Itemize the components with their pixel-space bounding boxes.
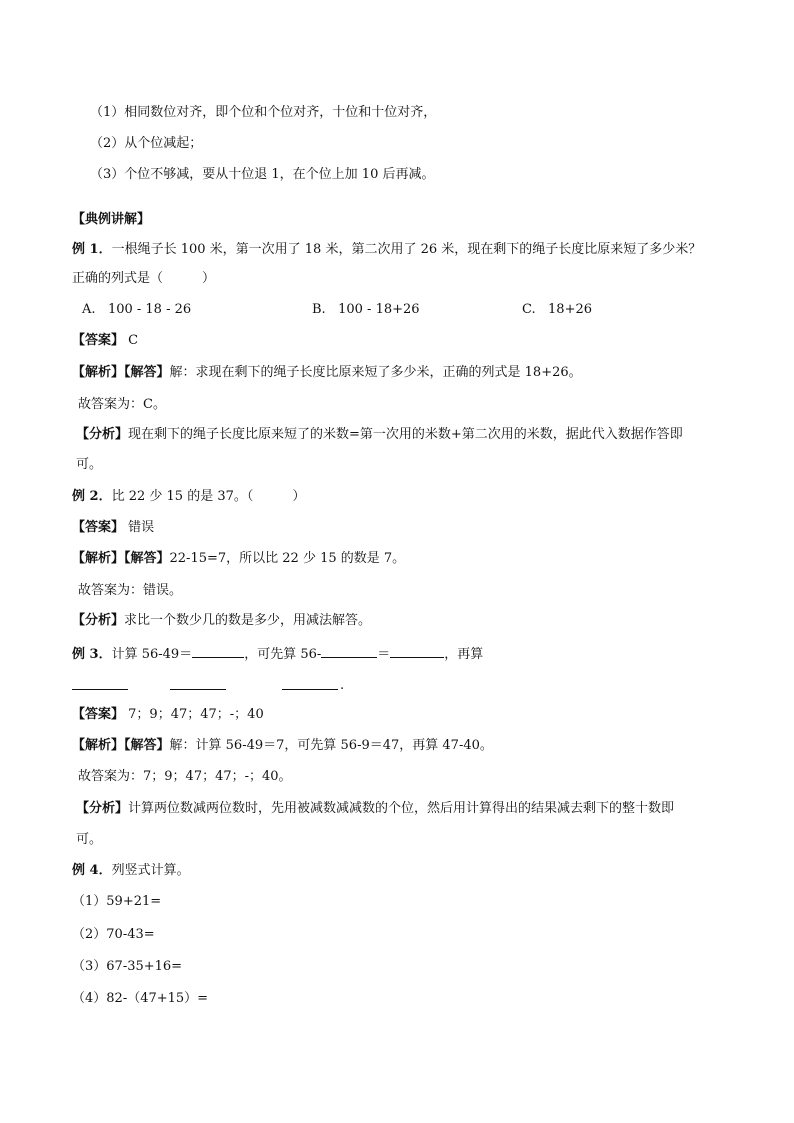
ex4-item-3: （3）67-35+16= xyxy=(72,959,183,974)
option-letter: C. xyxy=(522,302,536,317)
answer-tag: 【答案】 xyxy=(72,707,125,722)
analysis-tag: 【解析】【解答】 xyxy=(72,551,170,566)
answer-tag: 【答案】 xyxy=(72,333,125,348)
ex3-q-part4: ，再算 xyxy=(444,647,484,662)
ex3-analysis-line xyxy=(72,737,493,755)
ex1-answer: C xyxy=(128,333,139,348)
ex2-conclusion: 故答案为：错误。 xyxy=(78,583,183,598)
ex2-question: 比 22 少 15 的是 37。（ ） xyxy=(111,489,306,504)
ex3-conclusion: 故答案为：7；9；47；47；-；40。 xyxy=(78,769,292,784)
ex4-question: 列竖式计算。 xyxy=(111,863,190,878)
ex3-reason-line-1 xyxy=(76,800,674,818)
ex2-answer: 错误 xyxy=(128,520,155,535)
ex4-item-4: （4）82-（47+15）= xyxy=(72,991,209,1006)
answer-tag: 【答案】 xyxy=(72,520,125,535)
ex1-option-b xyxy=(312,301,420,319)
ex3-q-end: . xyxy=(340,678,345,693)
ex2-analysis-line xyxy=(72,550,405,568)
answer-blank[interactable] xyxy=(192,645,244,658)
rule-1: （1）相同数位对齐，即个位和个位对齐，十位和十位对齐， xyxy=(90,105,437,120)
ex2-question-line xyxy=(72,488,305,506)
reason-tag: 【分析】 xyxy=(76,427,129,442)
ex1-reason-b: 可。 xyxy=(76,457,103,472)
ex1-option-a xyxy=(82,301,191,319)
answer-blank[interactable] xyxy=(72,689,128,690)
ex1-option-c xyxy=(522,301,592,319)
section-title: 【典例讲解】 xyxy=(72,212,151,227)
ex2-analysis: 22-15=7，所以比 22 少 15 的数是 7。 xyxy=(169,551,406,566)
ex3-answer: 7；9；47；47；-；40 xyxy=(128,707,264,722)
ex4-question-line xyxy=(72,862,190,880)
ex3-reason-a: 计算两位数减两位数时，先用被减数减减数的个位，然后用计算得出的结果减去剩下的整十数即 xyxy=(128,801,675,816)
ex1-conclusion: 故答案为：C。 xyxy=(78,397,166,412)
option-letter: A. xyxy=(82,302,96,317)
ex3-analysis: 解：计算 56-49＝7，可先算 56-9＝47，再算 47-40。 xyxy=(169,738,493,753)
ex1-label: 例 1． xyxy=(72,242,112,257)
ex1-analysis-line xyxy=(72,364,582,382)
rule-3: （3）个位不够减，要从十位退 1，在个位上加 10 后再减。 xyxy=(90,167,435,182)
option-text: 18+26 xyxy=(548,302,593,317)
option-letter: B. xyxy=(312,302,326,317)
ex4-label: 例 4． xyxy=(72,863,112,878)
ex3-answer-line xyxy=(72,706,264,724)
ex4-item-1: （1）59+21= xyxy=(72,894,162,909)
ex3-q-part2: ，可先算 56- xyxy=(244,647,322,662)
ex2-label: 例 2． xyxy=(72,489,112,504)
option-text: 100 - 18+26 xyxy=(338,302,420,317)
answer-blank[interactable] xyxy=(390,645,444,658)
answer-blank[interactable] xyxy=(170,689,226,690)
ex3-reason-b: 可。 xyxy=(76,832,103,847)
option-text: 100 - 18 - 26 xyxy=(107,302,192,317)
answer-blank[interactable] xyxy=(321,645,377,658)
ex1-question-line-1 xyxy=(72,241,701,259)
ex1-answer-line xyxy=(72,332,138,350)
ex1-question-a: 一根绳子长 100 米，第一次用了 18 米，第二次用了 26 米，现在剩下的绳子长度比原来短了多少米？ xyxy=(111,242,702,257)
ex1-reason-line-1 xyxy=(76,426,683,444)
answer-blank[interactable] xyxy=(282,689,338,690)
reason-tag: 【分析】 xyxy=(76,801,129,816)
ex1-reason-a: 现在剩下的绳子长度比原来短了的米数=第一次用的米数+第二次用的米数，据此代入数据作答即 xyxy=(128,427,683,442)
analysis-tag: 【解析】【解答】 xyxy=(72,738,170,753)
ex4-item-2: （2）70-43= xyxy=(72,927,155,942)
ex3-label: 例 3． xyxy=(72,647,112,662)
ex1-question-b: 正确的列式是（ ） xyxy=(72,271,216,286)
ex1-analysis: 解：求现在剩下的绳子长度比原来短了多少米，正确的列式是 18+26。 xyxy=(169,365,582,380)
ex2-answer-line xyxy=(72,519,154,537)
analysis-tag: 【解析】【解答】 xyxy=(72,365,170,380)
ex2-reason: 求比一个数少几的数是多少，用减法解答。 xyxy=(124,613,372,628)
ex3-question-line xyxy=(72,645,483,664)
rule-2: （2）从个位减起； xyxy=(90,136,203,151)
ex2-reason-line xyxy=(72,612,371,630)
ex3-q-part1: 计算 56-49＝ xyxy=(111,647,193,662)
ex3-q-part3: ＝ xyxy=(377,647,391,662)
reason-tag: 【分析】 xyxy=(72,613,125,628)
